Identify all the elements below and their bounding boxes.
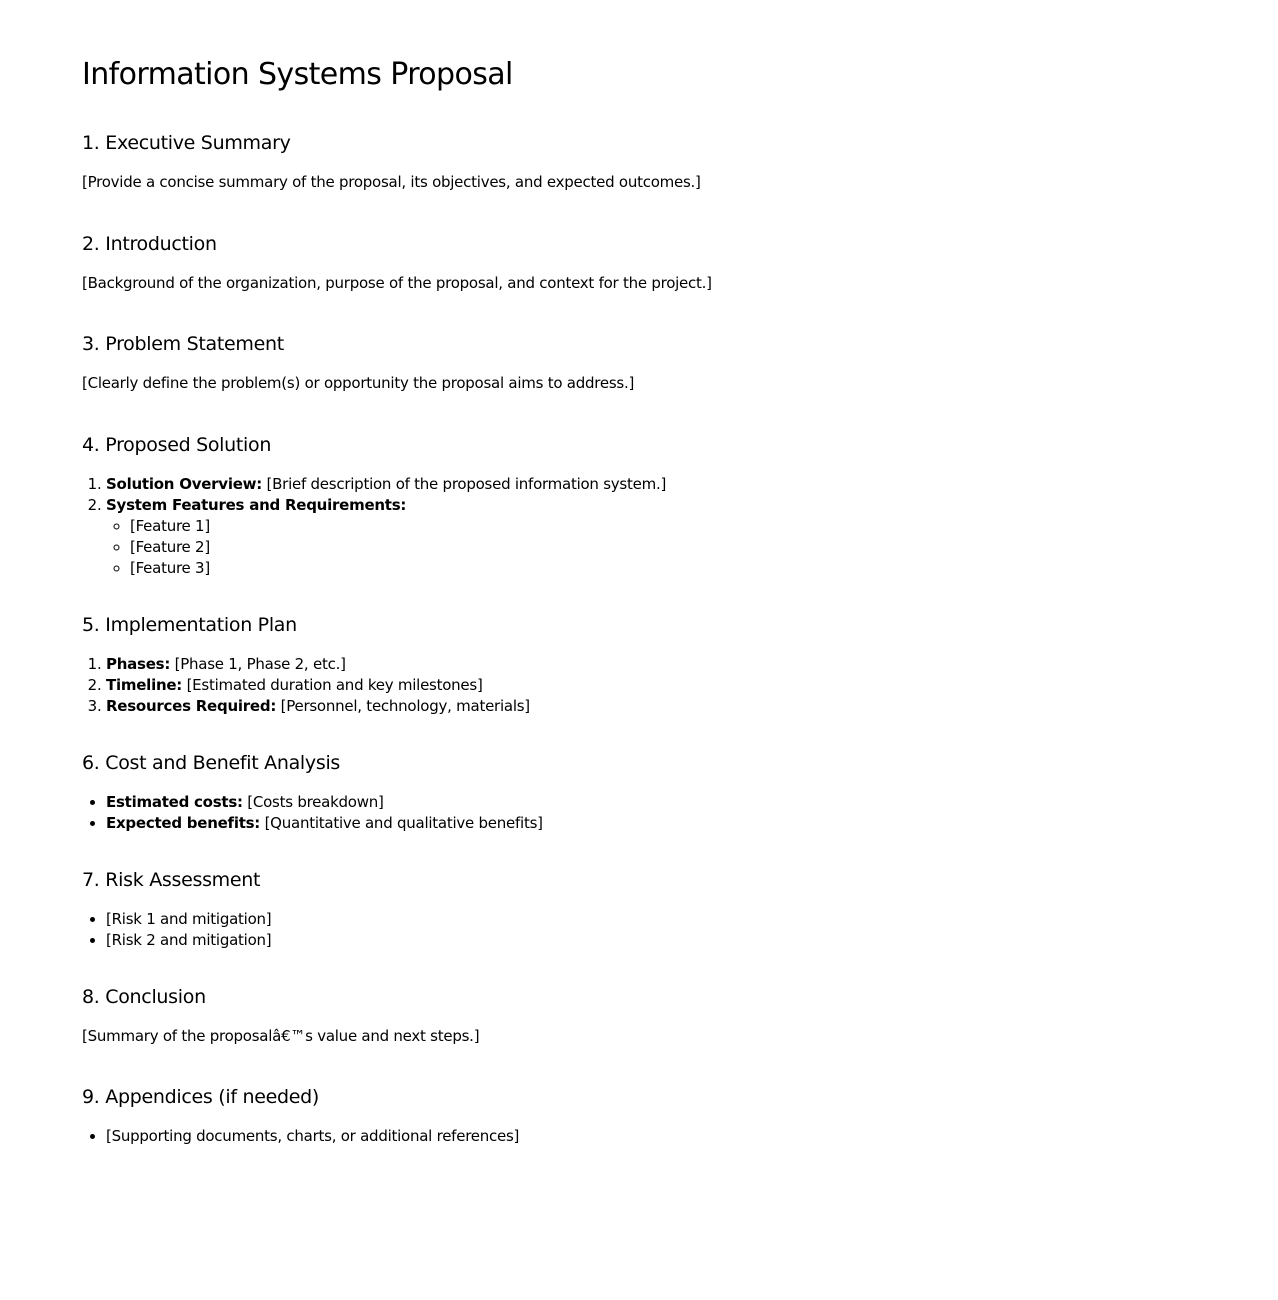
solution-list xyxy=(82,474,1182,579)
item-text: [Brief description of the proposed information system.] xyxy=(262,475,667,493)
section-problem-statement xyxy=(82,332,1182,394)
section-appendices xyxy=(82,1085,1182,1147)
item-text: [Personnel, technology, materials] xyxy=(276,697,530,715)
implementation-list xyxy=(82,654,1182,717)
section-text: [Summary of the proposalâ€™s value and next steps.] xyxy=(82,1027,480,1045)
item-label: Resources Required: xyxy=(106,697,277,715)
section-heading: 2. Introduction xyxy=(82,233,217,255)
section-heading: 1. Executive Summary xyxy=(82,132,291,154)
item-text: [Costs breakdown] xyxy=(242,793,384,811)
list-item xyxy=(106,813,1182,834)
section-conclusion xyxy=(82,985,1182,1047)
section-executive-summary xyxy=(82,131,1182,193)
feature-item: ◦ [Feature 1] xyxy=(130,516,1182,537)
section-heading: 6. Cost and Benefit Analysis xyxy=(82,752,341,774)
section-implementation-plan xyxy=(82,613,1182,717)
section-cost-benefit xyxy=(82,751,1182,834)
page-title: Information Systems Proposal xyxy=(82,57,513,92)
list-item xyxy=(106,474,1182,495)
risk-list xyxy=(82,909,1182,951)
section-text: [Background of the organization, purpose of the proposal, and context for the project.] xyxy=(82,274,712,292)
item-label: Expected benefits: xyxy=(106,814,261,832)
list-item xyxy=(106,792,1182,813)
section-introduction xyxy=(82,232,1182,294)
section-heading: 9. Appendices (if needed) xyxy=(82,1086,319,1108)
section-heading: 4. Proposed Solution xyxy=(82,434,272,456)
item-label: Estimated costs: xyxy=(106,793,243,811)
appendix-list xyxy=(82,1126,1182,1147)
item-text: [Estimated duration and key milestones] xyxy=(182,676,483,694)
item-label: Phases: xyxy=(106,655,171,673)
item-label: Solution Overview: xyxy=(106,475,262,493)
section-heading: 3. Problem Statement xyxy=(82,333,284,355)
section-text: [Clearly define the problem(s) or opportunity the proposal aims to address.] xyxy=(82,374,635,392)
feature-item: ◦ [Feature 2] xyxy=(130,537,1182,558)
item-text: [Phase 1, Phase 2, etc.] xyxy=(170,655,346,673)
list-item xyxy=(106,654,1182,675)
section-heading: 8. Conclusion xyxy=(82,986,206,1008)
section-heading: 7. Risk Assessment xyxy=(82,869,261,891)
list-item xyxy=(106,696,1182,717)
list-item xyxy=(106,675,1182,696)
section-text: [Provide a concise summary of the proposal, its objectives, and expected outcomes.] xyxy=(82,173,701,191)
list-item xyxy=(106,495,1182,579)
list-item: • [Risk 1 and mitigation] xyxy=(106,909,1182,930)
section-risk-assessment xyxy=(82,868,1182,951)
feature-list xyxy=(106,516,1182,579)
feature-item: ◦ [Feature 3] xyxy=(130,558,1182,579)
list-item: • [Risk 2 and mitigation] xyxy=(106,930,1182,951)
item-text: [Quantitative and qualitative benefits] xyxy=(260,814,543,832)
section-proposed-solution xyxy=(82,433,1182,579)
item-label: Timeline: xyxy=(106,676,183,694)
section-heading: 5. Implementation Plan xyxy=(82,614,297,636)
item-label: System Features and Requirements: xyxy=(106,496,407,514)
cost-benefit-list xyxy=(82,792,1182,834)
list-item: • [Supporting documents, charts, or additional references] xyxy=(106,1126,1182,1147)
